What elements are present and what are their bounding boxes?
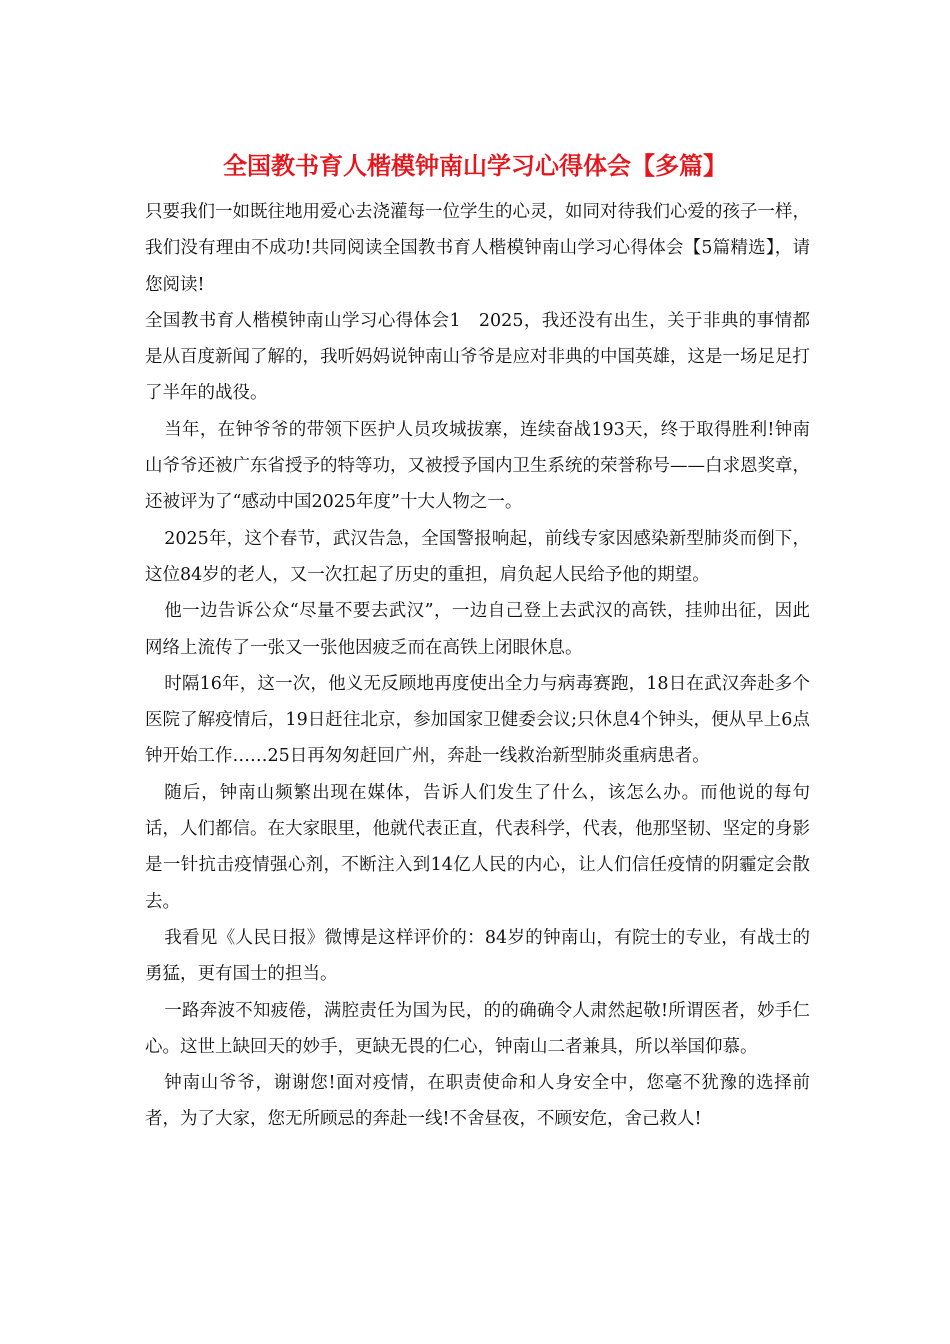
body-paragraph: 当年，在钟爷爷的带领下医护人员攻城拔寨，连续奋战193天，终于取得胜利!钟南山爷爷还被广东省授予的特等功，又被授予国内卫生系统的荣誉称号——白求恩奖章，还被评为了“感动中国2025年度”十大人物之一。 — [145, 419, 810, 513]
document-body — [145, 194, 810, 1138]
body-paragraph: 他一边告诉公众“尽量不要去武汉”，一边自己登上去武汉的高铁，挂帅出征，因此网络上流传了一张又一张他因疲乏而在高铁上闭眼休息。 — [145, 601, 810, 658]
body-paragraph: 钟南山爷爷，谢谢您!面对疫情，在职责使命和人身安全中，您毫不犹豫的选择前者，为了大家，您无所顾忌的奔赴一线!不舍昼夜，不顾安危，舍己救人! — [145, 1073, 810, 1130]
body-paragraph: 一路奔波不知疲倦，满腔责任为国为民，的的确确令人肃然起敬!所谓医者，妙手仁心。这世上缺回天的妙手，更缺无畏的仁心，钟南山二者兼具，所以举国仰慕。 — [145, 1000, 810, 1057]
body-paragraph: 我看见《人民日报》微博是这样评价的：84岁的钟南山，有院士的专业，有战士的勇猛，更有国士的担当。 — [145, 927, 810, 985]
intro-paragraph: 只要我们一如既往地用爱心去浇灌每一位学生的心灵，如同对待我们心爱的孩子一样，我们没有理由不成功!共同阅读全国教书育人楷模钟南山学习心得体会【5篇精选】，请您阅读! — [145, 202, 810, 295]
body-paragraph: 随后，钟南山频繁出现在媒体，告诉人们发生了什么，该怎么办。而他说的每句话，人们都信。在大家眼里，他就代表正直，代表科学，代表，他那坚韧、坚定的身影是一针抗击疫情强心剂，不断注入到14亿人民的内心，让人们信任疫情的阴霾定会散去。 — [145, 782, 810, 912]
body-paragraph: 时隔16年，这一次，他义无反顾地再度使出全力与病毒赛跑，18日在武汉奔赴多个医院了解疫情后，19日赶往北京，参加国家卫健委会议;只休息4个钟头，便从早上6点钟开始工作……25日再匆匆赶回广州，奔赴一线救治新型肺炎重病患者。 — [145, 673, 810, 767]
document-title: 全国教书育人楷模钟南山学习心得体会【多篇】 — [223, 151, 727, 180]
section-1-opening-paragraph: 全国教书育人楷模钟南山学习心得体会1 2025，我还没有出生，关于非典的事情都是从百度新闻了解的，我听妈妈说钟南山爷爷是应对非典的中国英雄，这是一场足足打了半年的战役。 — [145, 310, 810, 404]
body-paragraph: 2025年，这个春节，武汉告急，全国警报响起，前线专家因感染新型肺炎而倒下，这位84岁的老人，又一次扛起了历史的重担，肩负起人民给予他的期望。 — [145, 528, 810, 585]
